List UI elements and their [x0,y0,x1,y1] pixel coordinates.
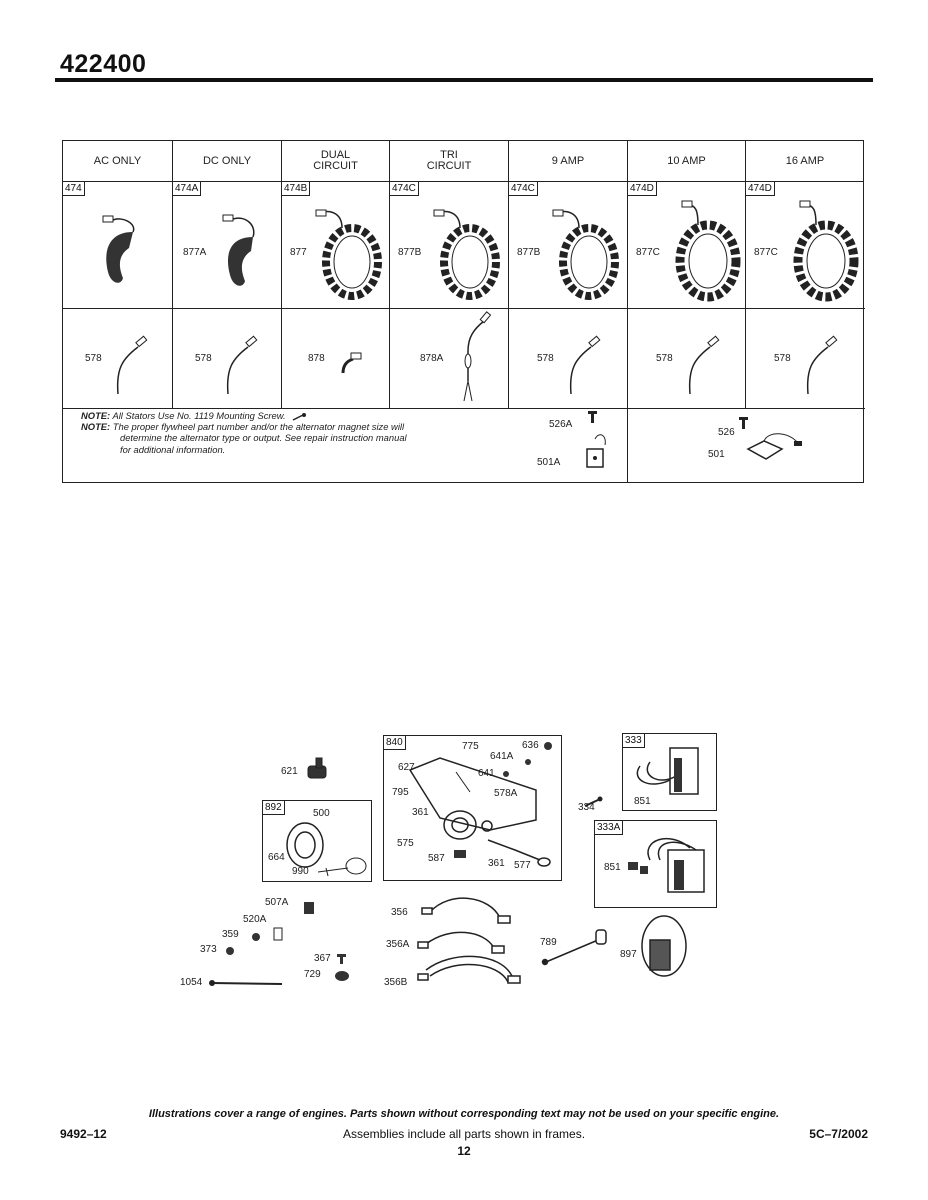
part-label: 851 [604,862,621,873]
heading-tri-circuit: TRI CIRCUIT [390,141,509,182]
frame-tag: 840 [384,736,406,750]
part-label: 334 [578,802,595,813]
part-label: 575 [397,838,414,849]
screw-part-label: 526 [718,427,735,438]
heading-ac-only: AC ONLY [63,141,173,182]
part-label: 775 [462,741,479,752]
stator-part-label: 877 [290,247,307,258]
part-label: 359 [222,929,239,940]
part-label: 621 [281,766,298,777]
stator-cell [509,182,628,309]
stator-ring-icon [549,202,624,302]
heading-10-amp: 10 AMP [628,141,746,182]
stator-cell [173,182,282,309]
title-rule [55,78,873,82]
lead-cell [628,309,746,409]
stator-cell [63,182,173,309]
stator-ref-tag: 474 [63,182,85,196]
stator-ref-tag: 474C [390,182,419,196]
rectifier-icon [577,411,617,481]
part-label: 587 [428,853,445,864]
lead-part-label: 578 [656,353,673,364]
rectifier-part-label: 501A [537,457,561,468]
part-label: 897 [620,949,637,960]
model-number-title: 422400 [60,50,147,78]
part-label: 373 [200,944,217,955]
stator-ring-icon [430,202,505,302]
stator-cell [628,182,746,309]
part-label: 356B [384,977,408,988]
stator-part-label: 877C [754,247,778,258]
note-text: All Stators Use No. 1119 Mounting Screw. [112,410,286,421]
lead-part-label: 578 [85,353,102,364]
note-text: The proper flywheel part number and/or the alternator magnet size will [112,421,405,433]
stator-part-label: 877B [398,247,422,258]
lead-part-label: 878 [308,353,325,364]
stator-ring-icon [312,202,387,302]
stator-half-icon [213,207,273,292]
heading-9-amp: 9 AMP [509,141,628,182]
lead-wire-icon [108,329,158,399]
part-label: 361 [412,807,429,818]
rectifier-part-label: 501 [708,449,725,460]
lead-harness-icon [450,311,500,406]
frame-tag: 333 [623,734,645,748]
page-number: 12 [457,1144,471,1158]
footer-assemblies-note: Assemblies include all parts shown in frames. [342,1127,586,1141]
part-label: 500 [313,808,330,819]
part-label: 520A [243,914,267,925]
heading-dc-only: DC ONLY [173,141,282,182]
stator-cell [390,182,509,309]
stator-ring-icon [668,197,743,302]
lead-wire-icon [798,329,848,399]
note-label: NOTE: [81,421,111,433]
part-label: 627 [398,762,415,773]
rectifier-icon [738,417,818,477]
stator-notes [81,410,501,455]
frame-tag: 333A [595,821,623,835]
lead-part-label: 578 [537,353,554,364]
part-label: 990 [292,866,309,877]
part-label: 507A [265,897,289,908]
part-label: 578A [494,788,518,799]
lead-part-label: 578 [774,353,791,364]
stator-half-icon [93,212,153,292]
rectifier-9amp-cell [509,409,628,482]
stator-part-label: 877A [183,247,207,258]
stator-cell [282,182,390,309]
part-label: 356 [391,907,408,918]
part-label: 789 [540,937,557,948]
lead-connector-icon [337,347,367,377]
stator-ref-tag: 474D [746,182,775,196]
stator-ref-tag: 474B [282,182,310,196]
rectifier-10-16amp-cell [628,409,865,482]
stator-part-label: 877C [636,247,660,258]
footer-doc-number: 9492–12 [60,1127,107,1141]
screw-icon [292,413,308,421]
stator-part-label: 877B [517,247,541,258]
lead-cell [509,309,628,409]
part-label: 367 [314,953,331,964]
part-label: 729 [304,969,321,980]
heading-16-amp: 16 AMP [746,141,864,182]
part-label: 851 [634,796,651,807]
lead-part-label: 578 [195,353,212,364]
stator-ref-tag: 474D [628,182,657,196]
lead-cell [282,309,390,409]
lead-cell [173,309,282,409]
frame-tag: 892 [263,801,285,815]
part-label: 1054 [180,977,203,988]
stator-ref-tag: 474C [509,182,538,196]
footer-disclaimer: Illustrations cover a range of engines. Parts shown without corresponding text may not be used on your specific engine. [148,1108,780,1120]
part-label: 636 [522,740,539,751]
part-label: 361 [488,858,505,869]
lead-cell [390,309,509,409]
note-text: for additional information. [120,443,226,455]
lead-wire-icon [218,329,268,399]
part-label: 641A [490,751,514,762]
part-label: 356A [386,939,410,950]
stator-table [62,140,864,483]
note-label: NOTE: [81,410,111,421]
stator-ring-icon [786,197,861,302]
part-label: 795 [392,787,409,798]
stator-cell [746,182,865,309]
screw-part-label: 526A [549,419,573,430]
part-label: 577 [514,860,531,871]
lead-wire-icon [680,329,730,399]
lead-cell [746,309,865,409]
lead-cell [63,309,173,409]
footer-date-code: 5C–7/2002 [809,1127,868,1141]
note-text: determine the alternator type or output. See repair instruction manual [120,432,407,444]
stator-ref-tag: 474A [173,182,201,196]
lead-part-label: 878A [420,353,444,364]
part-label: 664 [268,852,285,863]
part-label: 641 [478,768,495,779]
lead-wire-icon [561,329,611,399]
heading-dual-circuit: DUAL CIRCUIT [282,141,390,182]
